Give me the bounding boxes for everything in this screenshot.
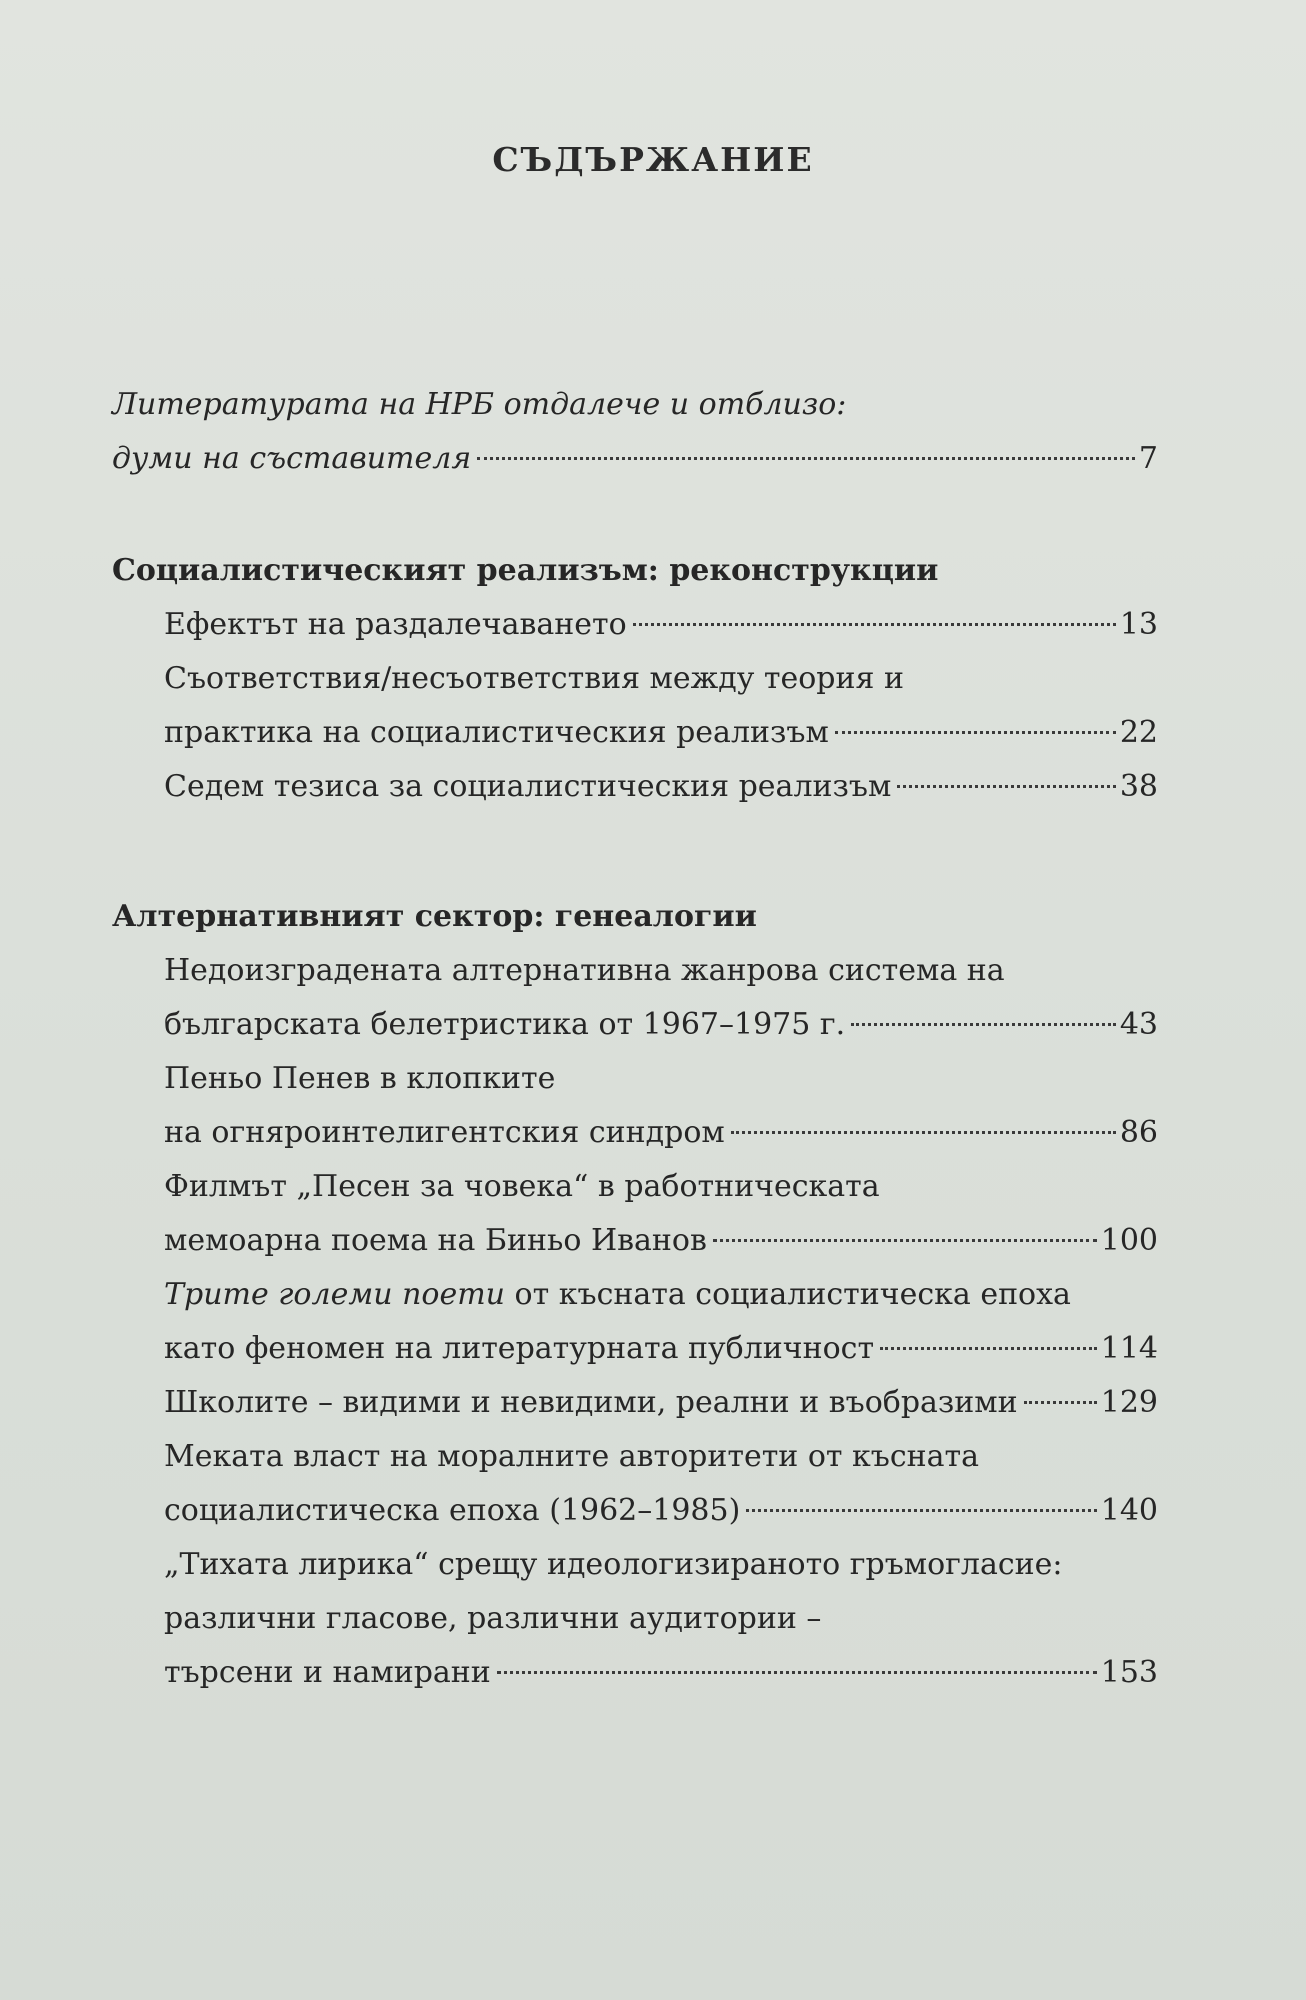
- toc-entry-text: Недоизградената алтернативна жанрова система на: [164, 953, 1005, 988]
- page-number: 7: [1138, 441, 1158, 476]
- page-number: 129: [1100, 1385, 1158, 1420]
- toc-entry-line: [164, 1538, 1158, 1592]
- toc-entry: [164, 1268, 1158, 1376]
- toc-entry-line: [112, 378, 1158, 432]
- dot-leader: [835, 731, 1116, 734]
- toc-entry-text: Пеньо Пенев в клопките: [164, 1061, 556, 1096]
- toc-entry-text: търсени и намирани: [164, 1655, 491, 1690]
- toc-entry-text-rest: от късната социалистическа епоха: [505, 1277, 1071, 1312]
- page-title: СЪДЪРЖАНИЕ: [492, 140, 814, 179]
- toc-entry-line: [164, 1106, 1158, 1160]
- dot-leader: [851, 1023, 1116, 1026]
- toc-entry-text: думи на съставителя: [112, 441, 472, 476]
- toc-entry-italic-text: Трите големи поети: [164, 1277, 505, 1312]
- dot-leader: [746, 1509, 1096, 1512]
- toc-entry-line: [164, 1484, 1158, 1538]
- toc-entry: [164, 1430, 1158, 1538]
- toc-entry-line: [164, 1322, 1158, 1376]
- page-number: 22: [1119, 715, 1158, 750]
- toc-entry-text: различни гласове, различни аудитории –: [164, 1601, 822, 1636]
- page-number: 153: [1100, 1655, 1158, 1690]
- toc-entry: [164, 1160, 1158, 1268]
- toc-entry-text: българската белетристика от 1967–1975 г.: [164, 1007, 846, 1042]
- dot-leader: [633, 623, 1116, 626]
- toc-entry-line: [164, 998, 1158, 1052]
- page-number: 140: [1100, 1493, 1158, 1528]
- toc-entry-line: [164, 1646, 1158, 1700]
- page-number: 114: [1100, 1331, 1158, 1366]
- toc-entry-line: [164, 1214, 1158, 1268]
- page-number: 43: [1119, 1007, 1158, 1042]
- toc-entry-text: социалистическа епоха (1962–1985): [164, 1493, 741, 1528]
- toc-entry-text: мемоарна поема на Биньо Иванов: [164, 1223, 707, 1258]
- toc-entry-line: [164, 652, 1158, 706]
- toc-entry-text: Седем тезиса за социалистическия реализъм: [164, 769, 892, 804]
- dot-leader: [1024, 1401, 1097, 1404]
- section-heading: Алтернативният сектор: генеалогии: [112, 899, 757, 934]
- toc-entry-line: [164, 1592, 1158, 1646]
- toc-entry-line: [164, 598, 1158, 652]
- page-number: 100: [1100, 1223, 1158, 1258]
- toc-entry-line: [164, 760, 1158, 814]
- toc-entry-text: на огняроинтелигентския синдром: [164, 1115, 725, 1150]
- toc-entry: [164, 1538, 1158, 1700]
- toc-entry-line: [164, 944, 1158, 998]
- toc-entry-text: [164, 1268, 1071, 1322]
- toc-entry-line: [164, 1376, 1158, 1430]
- table-of-contents: [112, 378, 1158, 1700]
- toc-entry-text: Съответствия/несъответствия между теория и: [164, 661, 904, 696]
- toc-entry-text: практика на социалистическия реализъм: [164, 715, 829, 750]
- toc-entry-text: като феномен на литературната публичност: [164, 1331, 875, 1366]
- dot-leader: [477, 457, 1135, 460]
- toc-entry: [164, 944, 1158, 1052]
- page-number: 86: [1119, 1115, 1158, 1150]
- toc-entry-text: Меката власт на моралните авторитети от късната: [164, 1439, 980, 1474]
- dot-leader: [897, 785, 1116, 788]
- toc-sections: [112, 544, 1158, 1700]
- dot-leader: [731, 1131, 1116, 1134]
- toc-entry-line: [164, 706, 1158, 760]
- toc-intro-entry: [112, 378, 1158, 486]
- toc-entry-text: „Тихата лирика“ срещу идеологизираното гръмогласие:: [164, 1547, 1063, 1582]
- toc-entry-line: [164, 1052, 1158, 1106]
- dot-leader: [713, 1239, 1097, 1242]
- toc-entry-line: [164, 1160, 1158, 1214]
- toc-entry-text: Ефектът на раздалечаването: [164, 607, 627, 642]
- dot-leader: [497, 1671, 1097, 1674]
- dot-leader: [880, 1347, 1097, 1350]
- toc-entry: [164, 652, 1158, 760]
- toc-entry-line: [164, 1268, 1158, 1322]
- toc-entry: [164, 1376, 1158, 1430]
- toc-entry: [164, 760, 1158, 814]
- toc-entry-text: Школите – видими и невидими, реални и въобразими: [164, 1385, 1018, 1420]
- page-number: 38: [1119, 769, 1158, 804]
- toc-entry-line: [164, 1430, 1158, 1484]
- toc-entry-text: Филмът „Песен за човека“ в работническата: [164, 1169, 880, 1204]
- toc-entry-line: [112, 432, 1158, 486]
- toc-entry: [164, 1052, 1158, 1160]
- section-heading: Социалистическият реализъм: реконструкции: [112, 553, 939, 588]
- page-number: 13: [1119, 607, 1158, 642]
- toc-entry: [164, 598, 1158, 652]
- toc-entry-text: Литературата на НРБ отдалече и отблизо:: [112, 387, 847, 422]
